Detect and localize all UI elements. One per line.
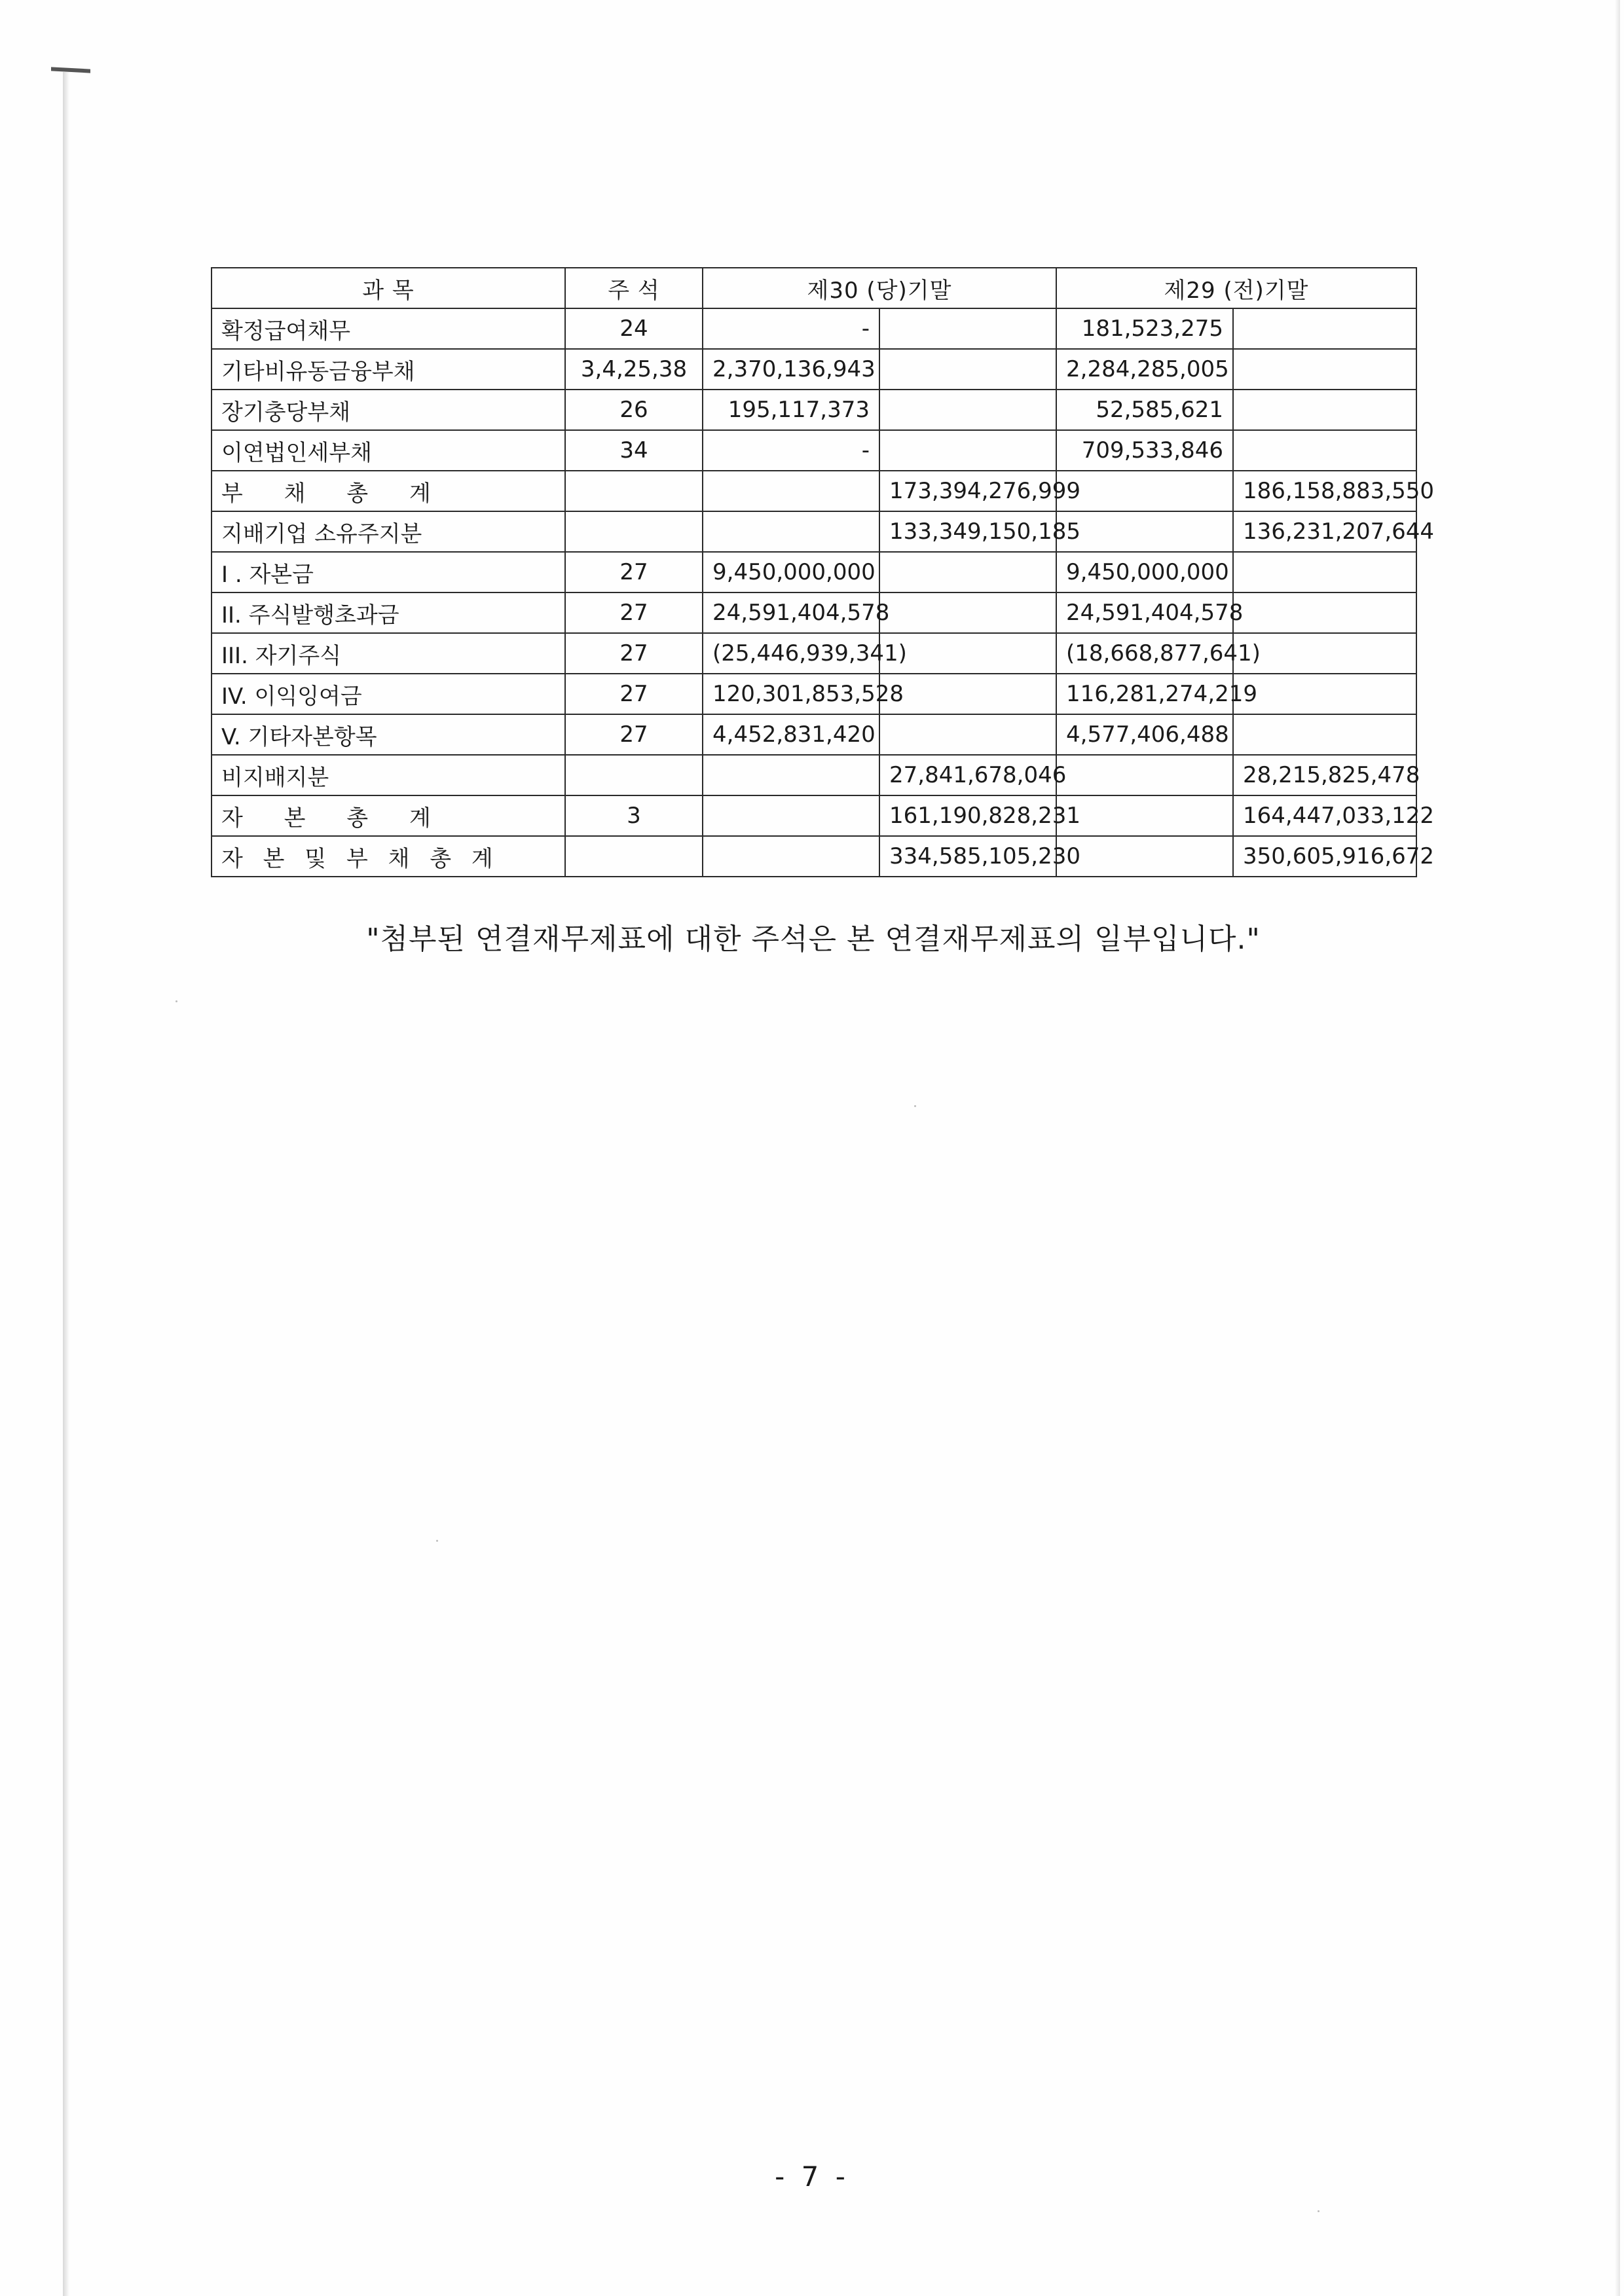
row-prior-detail: 2,284,285,005: [1056, 349, 1233, 390]
header-prior-period: 제29 (전)기말: [1056, 268, 1416, 308]
row-label: 이연법인세부채: [212, 430, 565, 471]
balance-sheet-table: [211, 267, 1435, 877]
row-prior-total: 350,605,916,672: [1233, 836, 1416, 877]
row-note: 27: [565, 714, 703, 755]
row-note: [565, 836, 703, 877]
row-current-detail: -: [703, 430, 879, 471]
row-note: [565, 755, 703, 795]
row-label: I . 자본금: [212, 552, 565, 592]
scan-edge-shadow-right: [1615, 0, 1620, 2296]
row-prior-total: [1233, 430, 1416, 471]
row-label: 자 본 총 계: [212, 795, 565, 836]
row-label: 자 본 및 부 채 총 계: [212, 836, 565, 877]
table-row-total: [212, 795, 1416, 836]
row-prior-detail: [1056, 511, 1233, 552]
table-row: [212, 430, 1416, 471]
scan-edge-shadow: [63, 72, 69, 2296]
row-label: 지배기업 소유주지분: [212, 511, 565, 552]
row-current-detail: [703, 755, 879, 795]
row-prior-detail: 181,523,275: [1056, 308, 1233, 349]
table-row: [212, 390, 1416, 430]
row-note: 27: [565, 592, 703, 633]
row-label: 기타비유동금융부채: [212, 349, 565, 390]
row-label: 부 채 총 계: [212, 471, 565, 511]
row-current-total: [879, 714, 1056, 755]
scan-mark: [51, 67, 90, 73]
row-current-total: 334,585,105,230: [879, 836, 1056, 877]
row-prior-total: [1233, 592, 1416, 633]
row-current-total: [879, 674, 1056, 714]
row-prior-detail: 116,281,274,219: [1056, 674, 1233, 714]
row-note: 3,4,25,38: [565, 349, 703, 390]
row-current-detail: [703, 471, 879, 511]
row-prior-total: [1233, 390, 1416, 430]
table-row: [212, 552, 1416, 592]
row-prior-detail: 52,585,621: [1056, 390, 1233, 430]
row-prior-total: 164,447,033,122: [1233, 795, 1416, 836]
row-prior-detail: [1056, 471, 1233, 511]
row-note: 26: [565, 390, 703, 430]
row-prior-total: [1233, 714, 1416, 755]
row-note: [565, 471, 703, 511]
table-row: [212, 308, 1416, 349]
row-current-detail: 4,452,831,420: [703, 714, 879, 755]
table-row: [212, 592, 1416, 633]
row-prior-detail: [1056, 836, 1233, 877]
row-prior-total: 186,158,883,550: [1233, 471, 1416, 511]
header-note: 주 석: [565, 268, 703, 308]
row-current-detail: 24,591,404,578: [703, 592, 879, 633]
row-current-total: [879, 592, 1056, 633]
scan-speck: [436, 1540, 438, 1542]
row-prior-total: [1233, 633, 1416, 674]
header-current-period: 제30 (당)기말: [703, 268, 1056, 308]
row-prior-total: 136,231,207,644: [1233, 511, 1416, 552]
table-header-row: [212, 268, 1416, 308]
row-note: [565, 511, 703, 552]
row-label: V. 기타자본항목: [212, 714, 565, 755]
row-prior-detail: 9,450,000,000: [1056, 552, 1233, 592]
table-row: [212, 714, 1416, 755]
row-current-detail: [703, 511, 879, 552]
row-note: 27: [565, 552, 703, 592]
row-prior-detail: 24,591,404,578: [1056, 592, 1233, 633]
row-current-total: [879, 430, 1056, 471]
table-row-total: [212, 471, 1416, 511]
row-note: 24: [565, 308, 703, 349]
scan-speck: [914, 1105, 916, 1107]
row-current-detail: (25,446,939,341): [703, 633, 879, 674]
row-prior-total: [1233, 308, 1416, 349]
row-prior-total: [1233, 674, 1416, 714]
row-label: II. 주식발행초과금: [212, 592, 565, 633]
footnote: "첨부된 연결재무제표에 대한 주석은 본 연결재무제표의 일부입니다.": [366, 922, 1261, 956]
row-prior-detail: (18,668,877,641): [1056, 633, 1233, 674]
row-current-detail: -: [703, 308, 879, 349]
scan-speck: [1318, 2210, 1320, 2212]
row-current-detail: 195,117,373: [703, 390, 879, 430]
table-row: [212, 674, 1416, 714]
row-prior-detail: [1056, 755, 1233, 795]
scan-speck: [175, 1000, 177, 1002]
row-current-total: [879, 349, 1056, 390]
table-row-total: [212, 836, 1416, 877]
row-note: 3: [565, 795, 703, 836]
row-prior-detail: 709,533,846: [1056, 430, 1233, 471]
row-current-detail: 9,450,000,000: [703, 552, 879, 592]
row-prior-detail: 4,577,406,488: [1056, 714, 1233, 755]
row-current-total: 27,841,678,046: [879, 755, 1056, 795]
page-number: - 7 -: [775, 2160, 849, 2193]
row-label: 비지배지분: [212, 755, 565, 795]
row-note: 34: [565, 430, 703, 471]
row-current-detail: [703, 836, 879, 877]
row-prior-total: [1233, 552, 1416, 592]
table-row: [212, 349, 1416, 390]
row-current-total: [879, 552, 1056, 592]
row-prior-total: 28,215,825,478: [1233, 755, 1416, 795]
row-current-total: [879, 308, 1056, 349]
row-current-total: 161,190,828,231: [879, 795, 1056, 836]
row-current-detail: 120,301,853,528: [703, 674, 879, 714]
row-label: 확정급여채무: [212, 308, 565, 349]
row-current-detail: [703, 795, 879, 836]
row-label: 장기충당부채: [212, 390, 565, 430]
table-row: [212, 633, 1416, 674]
row-current-detail: 2,370,136,943: [703, 349, 879, 390]
row-note: 27: [565, 633, 703, 674]
row-note: 27: [565, 674, 703, 714]
row-prior-total: [1233, 349, 1416, 390]
header-subject: 과 목: [212, 268, 565, 308]
row-label: IV. 이익잉여금: [212, 674, 565, 714]
row-current-total: 133,349,150,185: [879, 511, 1056, 552]
row-current-total: [879, 390, 1056, 430]
table-row: [212, 755, 1416, 795]
row-current-total: 173,394,276,999: [879, 471, 1056, 511]
row-label: III. 자기주식: [212, 633, 565, 674]
row-prior-detail: [1056, 795, 1233, 836]
table-row: [212, 511, 1416, 552]
